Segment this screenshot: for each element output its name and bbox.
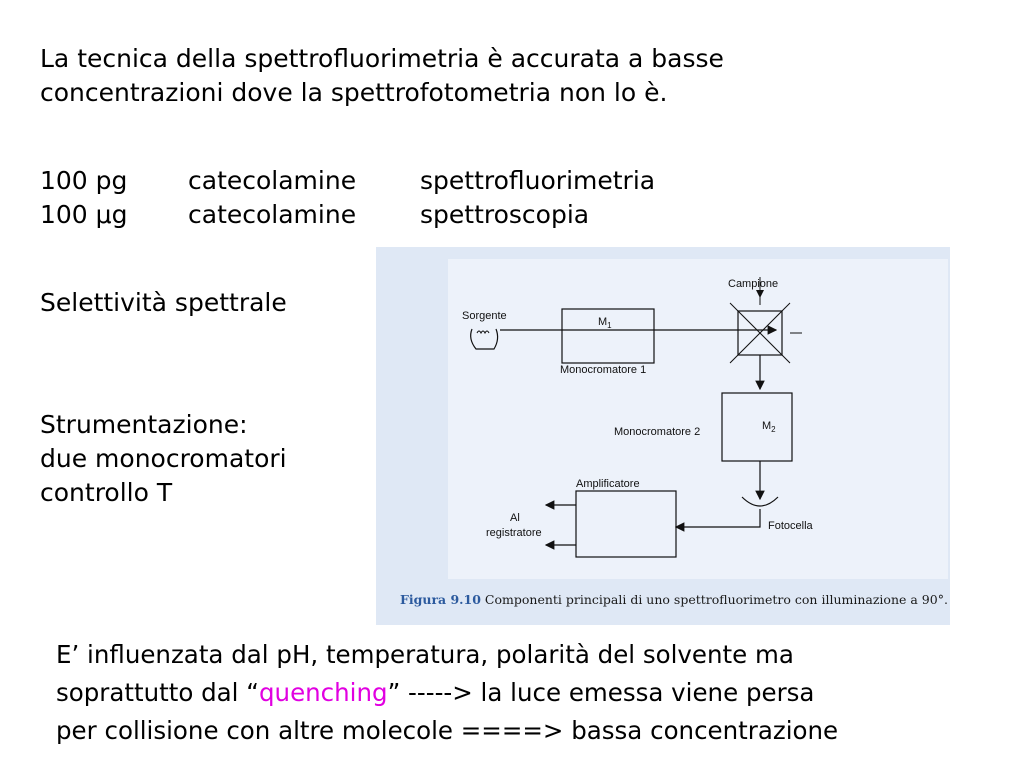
detection-limits — [40, 164, 655, 232]
intro-line-2: concentrazioni dove la spettrofotometria non lo è. — [40, 78, 668, 107]
quenching-pre: soprattutto dal “ — [56, 678, 259, 707]
campione-label: Campione — [728, 278, 779, 290]
fotocella-label: Fotocella — [768, 520, 813, 532]
spectrofluorimeter-figure — [376, 247, 950, 625]
amount: 100 pg — [40, 166, 128, 195]
m2-label: $M_2$ — [762, 420, 776, 434]
m1-label: $M_1$ — [598, 316, 612, 330]
instrumentation-item: due monocromatori — [40, 444, 287, 473]
intro-text — [40, 42, 724, 110]
amount: 100 μg — [40, 200, 128, 229]
registratore-label: registratore — [486, 527, 542, 539]
method: spettrofluorimetria — [420, 166, 656, 195]
quenching-line-3: per collisione con altre molecole ====> bassa concentrazione — [56, 716, 839, 745]
instrumentation-item: controllo T — [40, 478, 173, 507]
detection-row — [40, 164, 655, 198]
substance: catecolamine — [188, 200, 357, 229]
method: spettroscopia — [420, 200, 590, 229]
quenching-post: ” -----> la luce emessa viene persa — [387, 678, 815, 707]
monochromator-1-label: Monocromatore 1 — [560, 364, 647, 376]
spectrofluorimeter-diagram — [376, 247, 950, 625]
amplificatore-label: Amplificatore — [576, 478, 640, 490]
figure-caption-label: Figura 9.10 — [400, 592, 481, 607]
monochromator-2-label: Monocromatore 2 — [614, 426, 701, 438]
al-label: Al — [510, 512, 520, 524]
quenching-line-2 — [56, 674, 838, 712]
selectivity-heading: Selettività spettrale — [40, 288, 287, 317]
quenching-term: quenching — [258, 678, 388, 707]
detection-row — [40, 198, 655, 232]
figure-caption — [400, 592, 948, 607]
intro-line-1: La tecnica della spettrofluorimetria è accurata a basse — [40, 44, 724, 73]
sorgente-label: Sorgente — [462, 310, 507, 322]
instrumentation-list — [40, 408, 287, 510]
instrumentation-title: Strumentazione: — [40, 410, 248, 439]
substance: catecolamine — [188, 166, 357, 195]
quenching-line-1: E’ influenzata dal pH, temperatura, polarità del solvente ma — [56, 640, 794, 669]
figure-caption-text: Componenti principali di uno spettrofluorimetro con illuminazione a 90°. — [484, 592, 948, 607]
quenching-paragraph — [56, 636, 838, 750]
